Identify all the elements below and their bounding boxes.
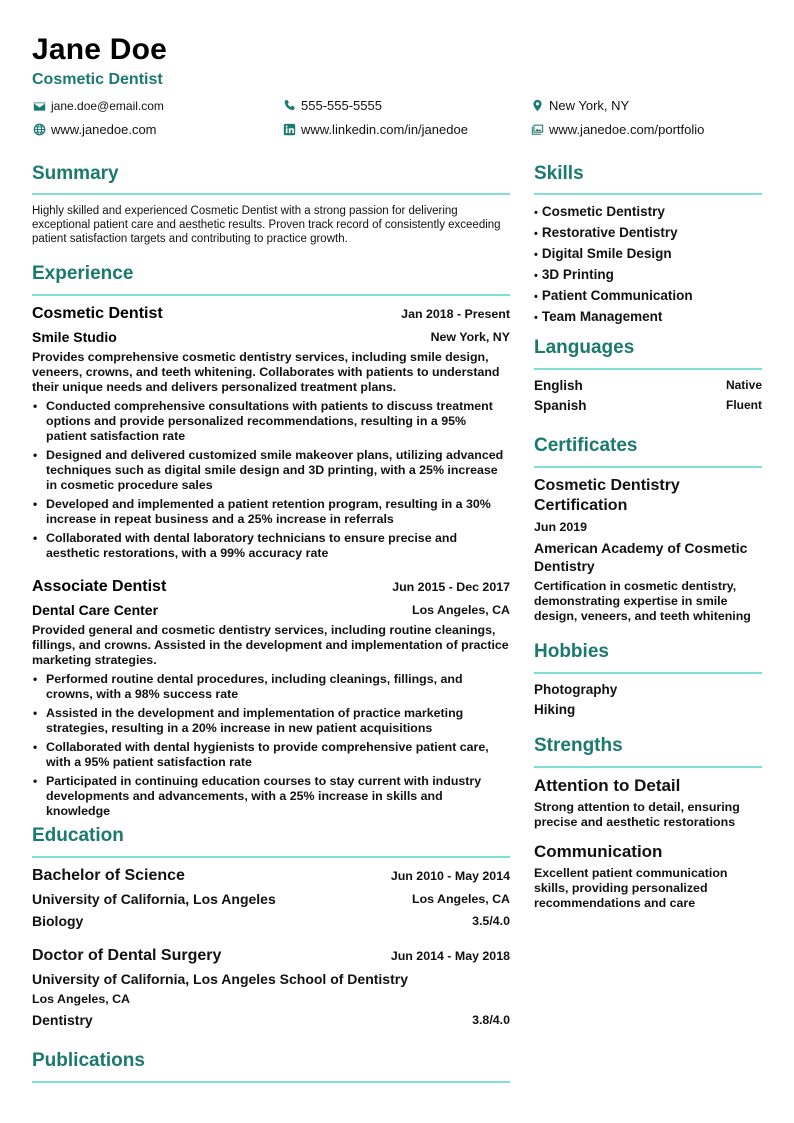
education-date: Jun 2014 - May 2018 xyxy=(390,949,510,963)
skills-list xyxy=(534,202,762,328)
education-degree: Bachelor of Science xyxy=(32,867,185,884)
summary-text: Highly skilled and experienced Cosmetic Dentist with a strong passion for delivering exceptional patient care and aesthetic results. Proven track record of consistently exceeding patient satisfaction targets and contributing to practice growth. xyxy=(32,205,501,245)
section-title-languages: Languages xyxy=(534,337,635,358)
list-item: • Cosmetic Dentistry xyxy=(534,202,762,223)
strength-title: Attention to Detail xyxy=(534,776,681,795)
job-description: Provides comprehensive cosmetic dentistry services, including smile design, veneers, crowns, and teeth whitening. Collaborates with patients to understand their unique needs and delivers personalized treatment plans. xyxy=(32,350,500,394)
job-location: New York, NY xyxy=(430,330,510,344)
language-level: Native xyxy=(725,378,762,392)
certificate-organization: American Academy of Cosmetic Dentistry xyxy=(534,540,748,574)
envelope-icon xyxy=(32,99,46,113)
phone-icon xyxy=(282,99,296,113)
list-item: • Developed and implemented a patient retention program, resulting in a 30% increase in repeat business and a 25% increase in referrals xyxy=(32,497,510,527)
job-company: Smile Studio xyxy=(32,329,117,345)
list-item: • Performed routine dental procedures, including cleanings, fillings, and crowns, with a 98% success rate xyxy=(32,672,510,702)
language-level: Fluent xyxy=(726,398,762,412)
list-item: • 3D Printing xyxy=(534,265,762,286)
strength-title: Communication xyxy=(534,842,663,861)
contact-phone[interactable] xyxy=(282,98,382,113)
strength-description: Strong attention to detail, ensuring precise and aesthetic restorations xyxy=(534,800,740,829)
list-item: • Designed and delivered customized smile makeover plans, utilizing advanced techniques such as digital smile design and 3D printing, with a 25% increase in cosmetic procedure sales xyxy=(32,448,510,493)
contact-email[interactable] xyxy=(32,99,164,113)
education-date: Jun 2010 - May 2014 xyxy=(390,869,510,883)
section-title-experience: Experience xyxy=(32,263,134,284)
job-achievements-list xyxy=(32,399,510,565)
education-school: University of California, Los Angeles School of Dentistry xyxy=(32,971,408,987)
contact-linkedin[interactable] xyxy=(282,122,468,137)
section-divider xyxy=(32,193,510,195)
education-gpa: 3.5/4.0 xyxy=(472,914,510,928)
language-name: English xyxy=(534,378,583,393)
contact-location-text: New York, NY xyxy=(549,98,630,113)
certificate-description: Certification in cosmetic dentistry, demonstrating expertise in smile design, veneers, and teeth whitening xyxy=(534,579,751,623)
list-item: • Restorative Dentistry xyxy=(534,223,762,244)
list-item: • Patient Communication xyxy=(534,286,762,307)
section-title-education: Education xyxy=(32,825,124,846)
section-divider xyxy=(534,672,762,674)
section-divider xyxy=(32,1081,510,1083)
hobby-item: Photography xyxy=(534,682,618,697)
list-item: • Participated in continuing education courses to stay current with industry developments and advancements, with a 25% increase in skills and knowledge xyxy=(32,774,510,819)
language-name: Spanish xyxy=(534,398,587,413)
job-location: Los Angeles, CA xyxy=(412,603,510,617)
section-title-publications: Publications xyxy=(32,1050,145,1071)
contact-portfolio[interactable] xyxy=(530,122,704,137)
contact-website[interactable] xyxy=(32,122,157,137)
section-title-hobbies: Hobbies xyxy=(534,641,609,662)
section-divider xyxy=(534,466,762,468)
contact-phone-text: 555-555-5555 xyxy=(301,98,382,113)
list-item: • Collaborated with dental laboratory technicians to ensure precise and aesthetic restorations, with a 99% accuracy rate xyxy=(32,531,510,561)
section-title-strengths: Strengths xyxy=(534,735,623,756)
list-item: • Team Management xyxy=(534,307,762,328)
candidate-name: Jane Doe xyxy=(32,33,167,66)
certificate-title: Cosmetic Dentistry Certification xyxy=(534,477,680,514)
list-item: • Digital Smile Design xyxy=(534,244,762,265)
education-location: Los Angeles, CA xyxy=(412,892,510,906)
education-school: University of California, Los Angeles xyxy=(32,891,276,907)
map-pin-icon xyxy=(530,99,544,113)
list-item: • Assisted in the development and implementation of practice marketing strategies, resulting in a 20% increase in new patient acquisitions xyxy=(32,706,510,736)
section-divider xyxy=(534,766,762,768)
certificate-date: Jun 2019 xyxy=(534,520,588,534)
job-title: Cosmetic Dentist xyxy=(32,305,163,322)
section-title-summary: Summary xyxy=(32,163,119,184)
section-divider xyxy=(534,193,762,195)
section-divider xyxy=(534,368,762,370)
education-degree: Doctor of Dental Surgery xyxy=(32,947,222,964)
job-date: Jun 2015 - Dec 2017 xyxy=(392,580,510,594)
job-company: Dental Care Center xyxy=(32,602,159,618)
section-divider xyxy=(32,856,510,858)
section-title-skills: Skills xyxy=(534,163,584,184)
section-divider xyxy=(32,294,510,296)
contact-location xyxy=(530,98,629,113)
contact-linkedin-text: www.linkedin.com/in/janedoe xyxy=(301,122,468,137)
contact-email-text: jane.doe@email.com xyxy=(51,99,164,113)
job-achievements-list xyxy=(32,672,510,823)
job-date: Jan 2018 - Present xyxy=(401,307,510,321)
job-description: Provided general and cosmetic dentistry services, including routine cleanings, fillings, and crowns. Assisted in the development and implementation of practice marketing strategies. xyxy=(32,623,509,667)
education-field: Dentistry xyxy=(32,1012,93,1028)
linkedin-icon xyxy=(282,123,296,137)
contact-website-text: www.janedoe.com xyxy=(51,122,157,137)
education-gpa: 3.8/4.0 xyxy=(472,1013,510,1027)
education-location: Los Angeles, CA xyxy=(32,992,130,1006)
candidate-title: Cosmetic Dentist xyxy=(32,71,163,88)
section-title-certificates: Certificates xyxy=(534,435,638,456)
language-row xyxy=(534,378,762,393)
list-item: • Collaborated with dental hygienists to provide comprehensive patient care, with a 95% patient satisfaction rate xyxy=(32,740,510,770)
job-title: Associate Dentist xyxy=(32,578,167,595)
list-item: • Conducted comprehensive consultations with patients to discuss treatment options and provide personalized recommendations, resulting in a 95% patient satisfaction rate xyxy=(32,399,510,444)
strength-description: Excellent patient communication skills, providing personalized recommendations and care xyxy=(534,866,728,910)
globe-icon xyxy=(32,123,46,137)
hobby-item: Hiking xyxy=(534,702,576,717)
education-field: Biology xyxy=(32,913,84,929)
image-gallery-icon xyxy=(530,123,544,137)
contact-portfolio-text: www.janedoe.com/portfolio xyxy=(549,122,705,137)
language-row xyxy=(534,398,762,413)
